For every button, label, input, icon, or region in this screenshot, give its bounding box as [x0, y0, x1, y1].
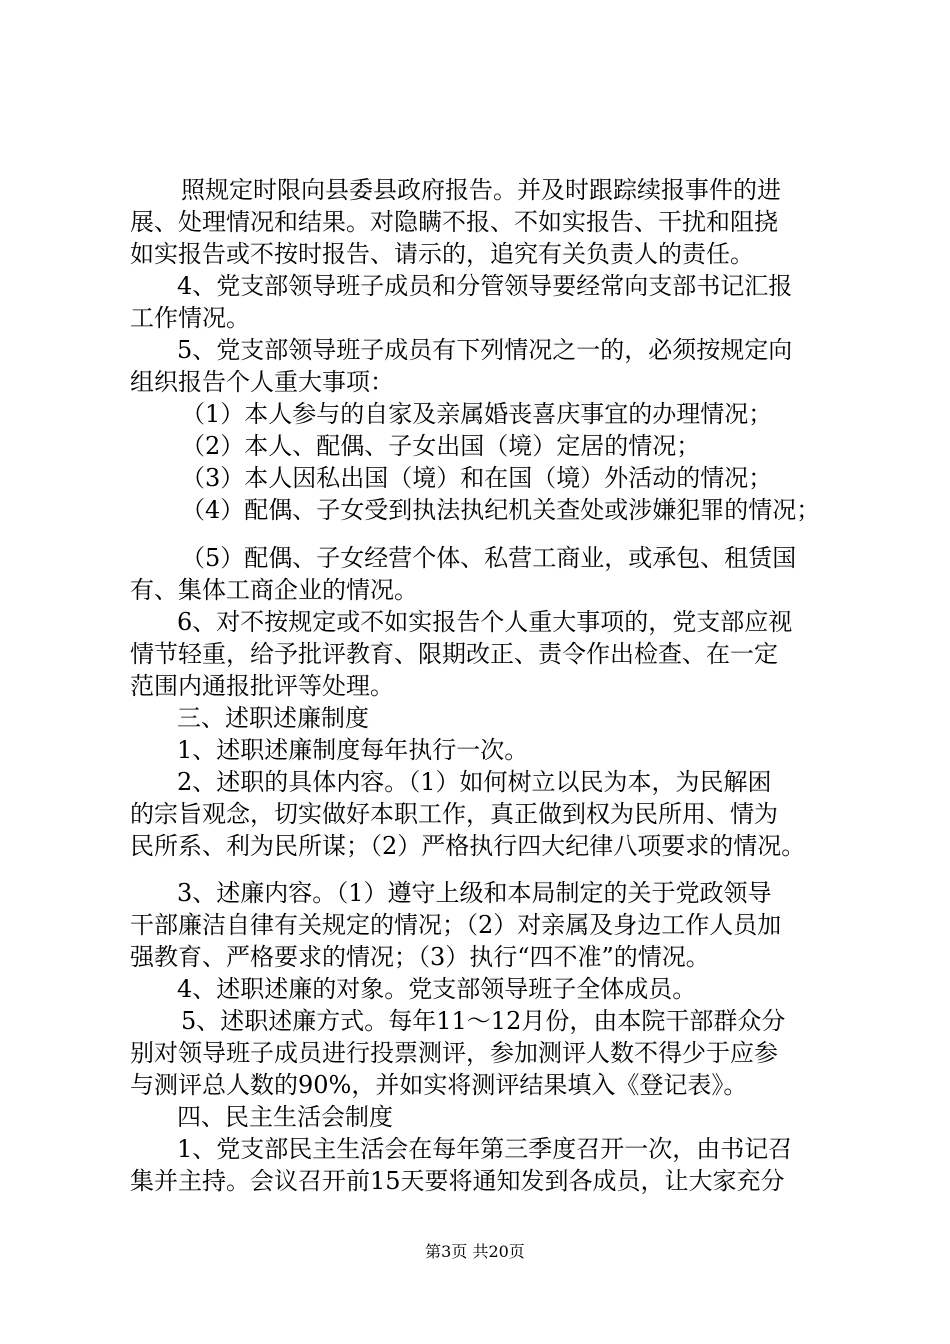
text-line: 5、述职述廉方式。每年11～12月份，由本院干部群众分 — [181, 1007, 786, 1035]
text-line: 1、述职述廉制度每年执行一次。 — [177, 736, 529, 764]
text-line: 照规定时限向县委县政府报告。并及时跟踪续报事件的进 — [181, 176, 781, 204]
text-line: 工作情况。 — [130, 304, 250, 332]
text-line: 1、党支部民主生活会在每年第三季度召开一次，由书记召 — [177, 1135, 793, 1163]
section-heading: 三、述职述廉制度 — [177, 704, 369, 732]
text-line: 有、集体工商企业的情况。 — [130, 576, 418, 604]
list-item: （3）本人因私出国（境）和在国（境）外活动的情况； — [181, 464, 773, 492]
page-number-footer: 第3页 共20页 — [425, 1242, 525, 1261]
list-item: （4）配偶、子女受到执法执纪机关查处或涉嫌犯罪的情况； — [181, 496, 821, 524]
text-line: 强教育、严格要求的情况；（3）执行“四不准”的情况。 — [130, 943, 710, 971]
text-line: 别对领导班子成员进行投票测评，参加测评人数不得少于应参 — [130, 1039, 778, 1067]
text-line: 3、述廉内容。（1）遵守上级和本局制定的关于党政领导 — [177, 879, 772, 907]
list-item: （2）本人、配偶、子女出国（境）定居的情况； — [181, 432, 701, 460]
text-line: 展、处理情况和结果。对隐瞒不报、不如实报告、干扰和阻挠 — [130, 208, 778, 236]
text-line: 2、述职的具体内容。（1）如何树立以民为本，为民解困 — [177, 768, 772, 796]
text-line: 5、党支部领导班子成员有下列情况之一的，必须按规定向 — [177, 336, 793, 364]
text-line: 集并主持。会议召开前15天要将通知发到各成员，让大家充分 — [130, 1167, 785, 1195]
text-line: 组织报告个人重大事项： — [130, 368, 394, 396]
text-line: 干部廉洁自律有关规定的情况；（2）对亲属及身边工作人员加 — [130, 911, 782, 939]
text-line: 的宗旨观念，切实做好本职工作，真正做到权为民所用、情为 — [130, 800, 778, 828]
text-line: 6、对不按规定或不如实报告个人重大事项的，党支部应视 — [177, 608, 793, 636]
list-item: （1）本人参与的自家及亲属婚丧喜庆事宜的办理情况； — [181, 400, 773, 428]
text-line: 民所系、利为民所谋；（2）严格执行四大纪律八项要求的情况。 — [130, 832, 806, 860]
section-heading: 四、民主生活会制度 — [177, 1103, 393, 1131]
text-line: 如实报告或不按时报告、请示的，追究有关负责人的责任。 — [130, 240, 754, 268]
text-line: 情节轻重，给予批评教育、限期改正、责令作出检查、在一定 — [130, 640, 778, 668]
text-line: 4、述职述廉的对象。党支部领导班子全体成员。 — [177, 975, 697, 1003]
list-item: （5）配偶、子女经营个体、私营工商业，或承包、租赁国 — [181, 544, 797, 572]
text-line: 与测评总人数的90%，并如实将测评结果填入《登记表》。 — [130, 1071, 748, 1099]
text-line: 4、党支部领导班子成员和分管领导要经常向支部书记汇报 — [177, 272, 793, 300]
text-line: 范围内通报批评等处理。 — [130, 672, 394, 700]
